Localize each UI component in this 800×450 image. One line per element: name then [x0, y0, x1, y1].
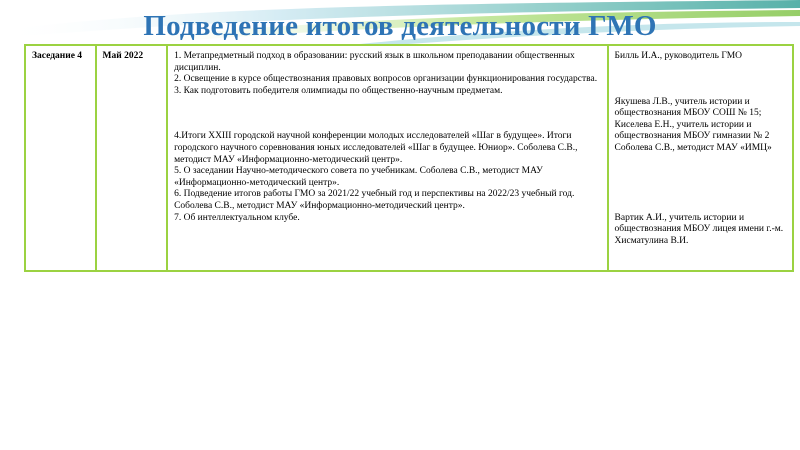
topics-cell — [167, 45, 607, 271]
topic-item: 1. Метапредметный подход в образовании: русский язык в школьном преподавании общественных дисциплин. — [174, 51, 575, 73]
page-title: Подведение итогов деятельности ГМО — [143, 10, 657, 42]
topic-item: 2. Освещение в курсе обществознания правовых вопросов организации функционирования государства. — [174, 74, 598, 85]
responsible-person: Вартик А.И., учитель истории и обществознания МБОУ лицея имени г.-м. Хисматулина В.И. — [614, 212, 784, 246]
topic-item: 3. Как подготовить победителя олимпиады по общественно-научным предметам. — [174, 85, 503, 96]
responsible-person: Соболева С.В., методист МАУ «ИМЦ» — [614, 142, 772, 153]
topic-item: 7. Об интеллектуальном клубе. — [174, 212, 300, 223]
responsible-person: Билль И.А., руководитель ГМО — [614, 51, 743, 61]
session-cell — [25, 45, 96, 271]
responsible-person: Якушева Л.В., учитель истории и обществознания МБОУ СОШ № 15; — [614, 96, 762, 119]
topic-item: 4.Итоги XXIII городской научной конференции молодых исследователей «Шаг в будущее». Итоги городского научного соревнования юных исследователей «Шаг в будущее. Юниор». Соболева С.В., методист МАУ «Информационно-методический центр». — [174, 131, 578, 165]
date-cell — [96, 45, 168, 271]
responsible-person: Киселева Е.Н., учитель истории и обществознания МБОУ гимназии № 2 — [614, 119, 770, 142]
session-label: Заседание 4 — [32, 51, 83, 61]
agenda-table — [24, 44, 794, 272]
topic-item: 6. Подведение итогов работы ГМО за 2021/22 учебный год и перспективы на 2022/23 учебный год. Соболева С.В., методист МАУ «Информационно-методический центр». — [174, 189, 575, 211]
date-label: Май 2022 — [102, 51, 144, 61]
table-row — [25, 45, 793, 271]
responsible-cell — [608, 45, 793, 271]
topic-item: 5. О заседании Научно-методического совета по учебникам. Соболева С.В., методист МАУ «Информационно-методический центр». — [174, 166, 543, 188]
